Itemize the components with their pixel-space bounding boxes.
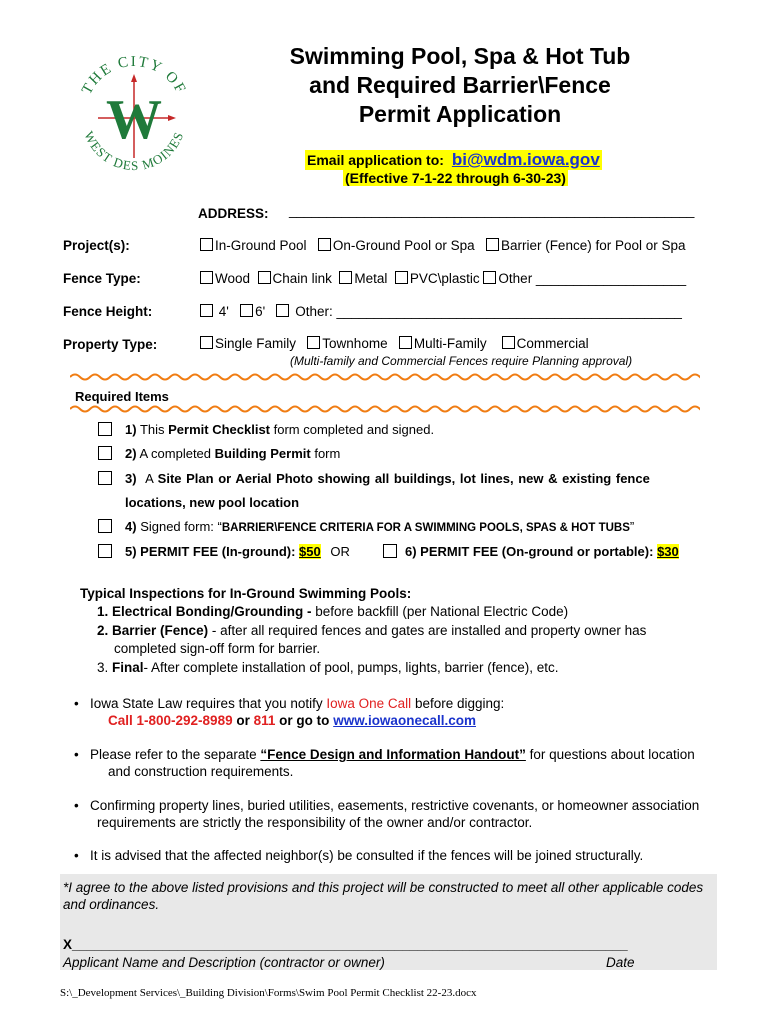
property-type-options (200, 336, 589, 351)
email-line (305, 150, 602, 170)
bullet-fence-handout: • Please refer to the separate “Fence Design and Information Handout” for questions about location (74, 747, 695, 762)
option-4ft: 4' (218, 304, 229, 319)
fence-type-options (200, 271, 686, 286)
title-line-2: and Required Barrier\Fence (309, 72, 611, 98)
city-logo (68, 48, 200, 180)
planning-note: (Multi-family and Commercial Fences require Planning approval) (290, 354, 633, 368)
address-label: ADDRESS: (198, 206, 269, 221)
agreement-text: *I agree to the above listed provisions and this project will be constructed to meet all other applicable codes and ordinances. (63, 880, 704, 912)
call-line: Call 1-800-292-8989 or 811 or go to www.iowaonecall.com (108, 713, 476, 728)
projects-options (200, 238, 686, 253)
fence-height-options (200, 304, 682, 319)
title-line-1: Swimming Pool, Spa & Hot Tub (289, 43, 631, 69)
bullet-property-lines: • Confirming property lines, buried utilities, easements, restrictive covenants, or homeowner association (74, 798, 700, 813)
option-onground: On-Ground Pool or Spa (332, 238, 475, 253)
option-single-family: Single Family (215, 336, 297, 351)
footer-path: S:\_Development Services\_Building Division\Forms\Swim Pool Permit Checklist 22-23.docx (60, 987, 477, 999)
checkbox-multi-family[interactable] (399, 336, 412, 349)
logo-bottom-text: WEST DES MOINES (81, 128, 187, 174)
bullet-iowa-one-call: • Iowa State Law requires that you notify Iowa One Call before digging: (74, 696, 505, 711)
bullet-neighbors: • It is advised that the affected neighbor(s) be consulted if the fences will be joined structurally. (74, 848, 644, 863)
checkbox-inground[interactable] (200, 238, 213, 251)
bullet-fence-handout-cont: and construction requirements. (108, 764, 294, 779)
inspection-2-cont: completed sign-off form for barrier. (114, 641, 321, 656)
required-item-2: 2) A completed Building Permit form (125, 446, 341, 461)
checkbox-other-height[interactable] (276, 304, 289, 317)
required-item-3-cont: locations, new pool location (125, 495, 300, 510)
applicant-label: Applicant Name and Description (contractor or owner) (63, 955, 385, 970)
checkbox-single-family[interactable] (200, 336, 213, 349)
iowa-one-call-link[interactable]: www.iowaonecall.com (333, 713, 476, 728)
email-label: Email application to: (307, 152, 444, 168)
option-multi-family: Multi-Family (413, 336, 487, 351)
checkbox-onground[interactable] (318, 238, 331, 251)
logo-top-text: THE CITY OF (79, 53, 189, 98)
checkbox-item-4[interactable] (98, 519, 112, 533)
option-barrier: Barrier (Fence) for Pool or Spa (500, 238, 686, 253)
checkbox-item-5[interactable] (98, 544, 112, 558)
inspection-3: 3. Final- After complete installation of pool, pumps, lights, barrier (fence), etc. (97, 660, 559, 675)
required-item-1: 1) This Permit Checklist form completed and signed. (125, 422, 435, 437)
date-label: Date (606, 955, 635, 970)
effective-dates: (Effective 7-1-22 through 6-30-23) (345, 170, 566, 186)
option-other-height: Other: ______________________________________________ (295, 304, 682, 319)
option-chainlink: Chain link (272, 271, 332, 286)
checkbox-pvc[interactable] (395, 271, 408, 284)
option-6ft: 6' (255, 304, 266, 319)
checkbox-townhome[interactable] (307, 336, 320, 349)
checkbox-item-3[interactable] (98, 471, 112, 485)
inspections-heading: Typical Inspections for In-Ground Swimming Pools: (80, 586, 412, 601)
signature-line[interactable]: X__________________________________________________________________________ (63, 937, 628, 952)
checkbox-6ft[interactable] (240, 304, 253, 317)
option-commercial: Commercial (516, 336, 589, 351)
required-item-3: 3) A Site Plan or Aerial Photo showing all buildings, lot lines, new & existing fence (125, 471, 650, 486)
fee-onground: $30 (657, 544, 679, 559)
required-items-heading: Required Items (75, 389, 169, 404)
checkbox-wood[interactable] (200, 271, 213, 284)
permit-fee-onground: 6) PERMIT FEE (On-ground or portable): $30 (405, 544, 679, 559)
checkbox-metal[interactable] (339, 271, 352, 284)
option-other-type: Other ____________________ (498, 271, 687, 286)
email-link[interactable]: bi@wdm.iowa.gov (451, 150, 600, 169)
city-seal-icon (68, 48, 200, 180)
option-townhome: Townhome (322, 336, 388, 351)
inspection-1: 1. Electrical Bonding/Grounding - before backfill (per National Electric Code) (97, 604, 569, 619)
bullet-property-lines-cont: requirements are strictly the responsibility of the owner and/or contractor. (97, 815, 533, 830)
required-item-4: 4) Signed form: “BARRIER\FENCE CRITERIA FOR A SWIMMING POOLS, SPAS & HOT TUBS” (125, 519, 635, 534)
permit-fee-inground: 5) PERMIT FEE (In-ground): $50 OR (125, 544, 350, 559)
property-type-label: Property Type: (63, 337, 158, 352)
checkbox-commercial[interactable] (502, 336, 515, 349)
checkbox-item-2[interactable] (98, 446, 112, 460)
option-metal: Metal (354, 271, 388, 286)
checkbox-barrier[interactable] (486, 238, 499, 251)
projects-label: Project(s): (63, 238, 130, 253)
option-wood: Wood (215, 271, 251, 286)
address-field[interactable]: ______________________________________________________ (289, 203, 695, 218)
page-title (250, 42, 670, 129)
checkbox-item-6[interactable] (383, 544, 397, 558)
option-inground: In-Ground Pool (215, 238, 307, 253)
fee-inground: $50 (299, 544, 321, 559)
checkbox-chainlink[interactable] (258, 271, 271, 284)
fence-height-label: Fence Height: (63, 304, 153, 319)
logo-letter: W (106, 89, 162, 151)
inspection-2: 2. Barrier (Fence) - after all required fences and gates are installed and property owner has (97, 623, 647, 638)
checkbox-other-type[interactable] (483, 271, 496, 284)
checkbox-item-1[interactable] (98, 422, 112, 436)
title-line-3: Permit Application (358, 101, 562, 127)
wavy-divider-top (70, 372, 700, 382)
option-pvc: PVC\plastic (409, 271, 480, 286)
fence-type-label: Fence Type: (63, 271, 141, 286)
wavy-divider-bottom (70, 404, 700, 414)
checkbox-4ft[interactable] (200, 304, 213, 317)
